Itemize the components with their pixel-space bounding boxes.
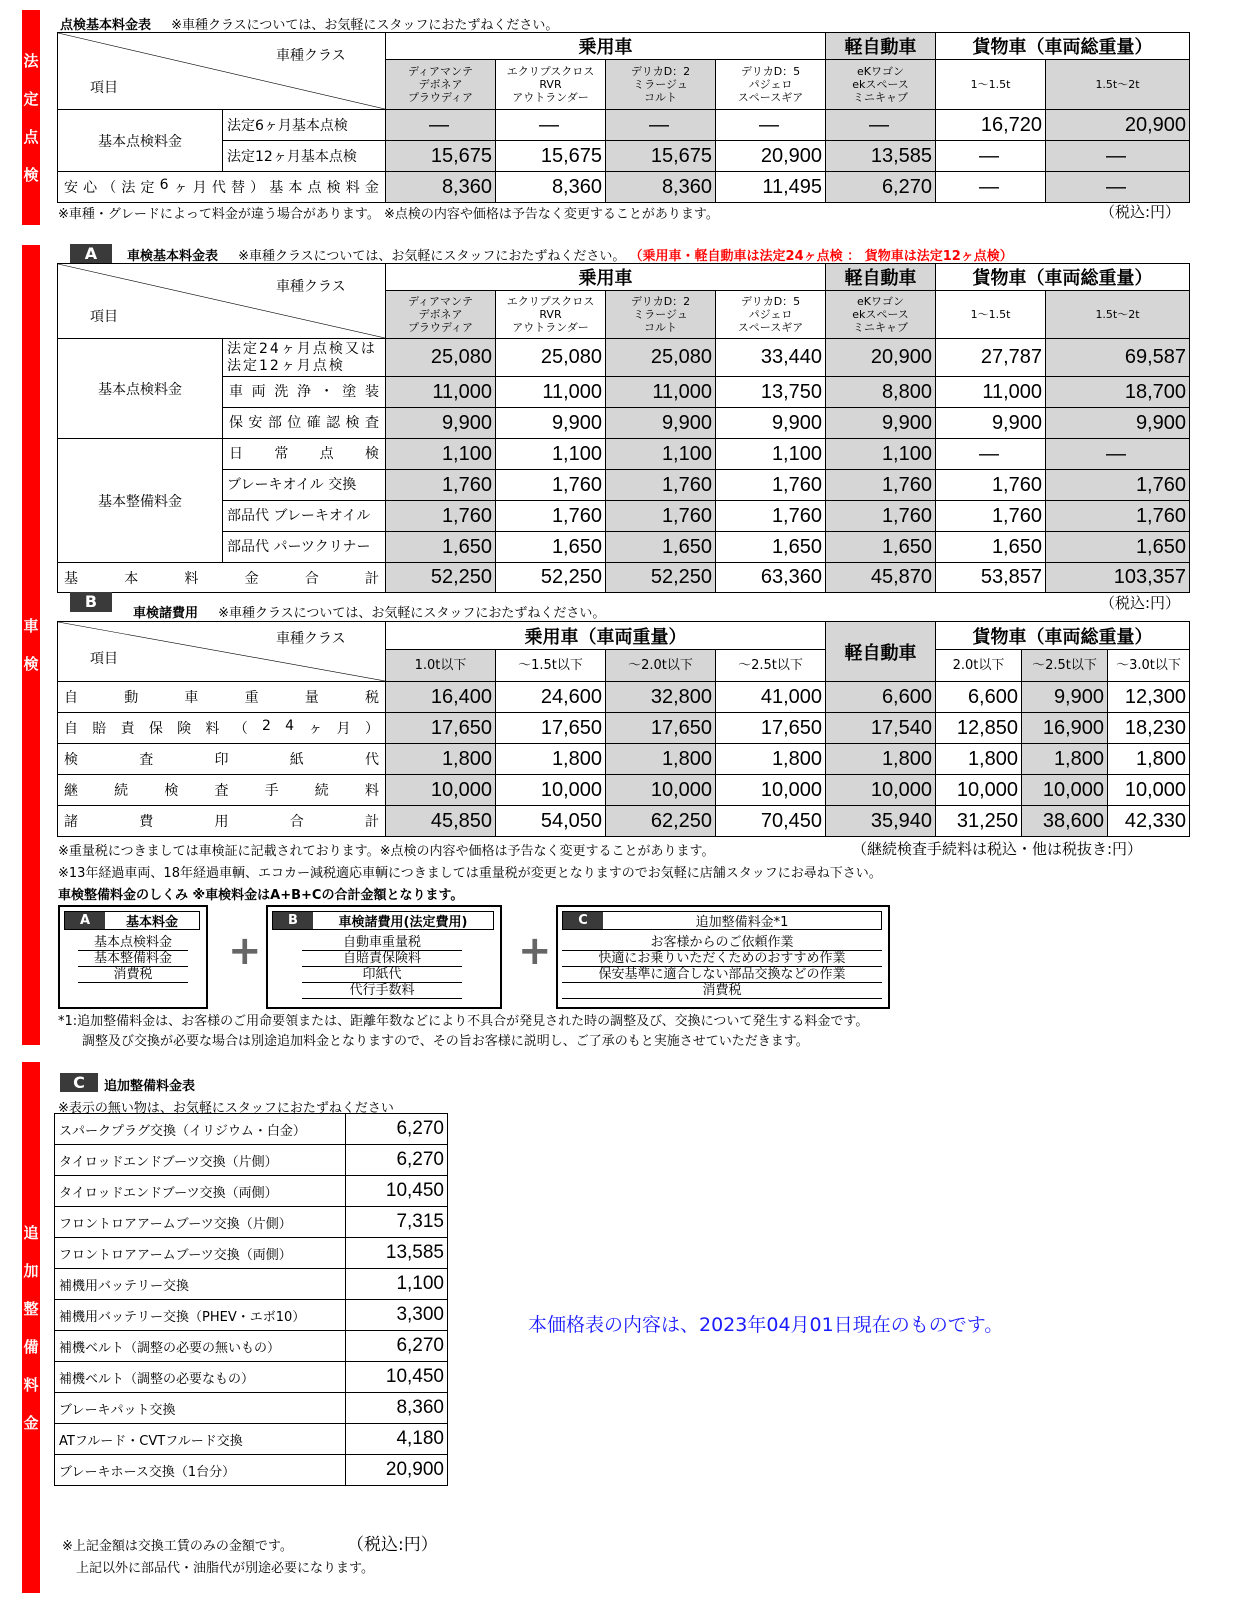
- value-cell: 20,900: [1046, 110, 1190, 141]
- box-a-item: 消費税: [78, 967, 188, 983]
- header-subclass: 1.5t〜2t: [1046, 60, 1190, 110]
- table-row: [58, 339, 1190, 377]
- table-row: [55, 1176, 448, 1207]
- total-value-cell: 63,360: [716, 563, 826, 593]
- table-row: [58, 744, 1190, 775]
- value-cell: 1,100: [606, 439, 716, 470]
- sC-badge: C: [60, 1073, 98, 1092]
- item-label: 補機用バッテリー交換: [55, 1269, 346, 1300]
- sC-footnote2: 上記以外に部品代・油脂代が別途必要になります。: [76, 1561, 374, 1576]
- table-row: [58, 501, 1190, 532]
- row-label: ブレーキオイル 交換: [223, 470, 386, 501]
- value-cell: 38,600: [1022, 806, 1108, 837]
- value-cell: 1,100: [386, 439, 496, 470]
- group-label: 基本整備料金: [58, 439, 223, 563]
- row-label: 検 査 印 紙 代: [58, 744, 386, 775]
- value-cell: 11,000: [496, 377, 606, 408]
- value-cell: 1,760: [716, 470, 826, 501]
- value-cell: 8,360: [496, 172, 606, 203]
- s1-footnote: ※車種・グレードによって料金が違う場合があります。 ※点検の内容や価格は予告なく変更することがあります。: [58, 207, 719, 222]
- value-cell: 9,900: [826, 408, 936, 439]
- sidebar-char: 加: [23, 1261, 39, 1280]
- table-row: [55, 1207, 448, 1238]
- value-cell: ―: [1046, 172, 1190, 203]
- box-a-badge: A: [65, 912, 105, 929]
- table-row: [55, 1114, 448, 1145]
- item-price: 4,180: [345, 1424, 447, 1455]
- sA-badge: A: [70, 244, 112, 264]
- value-cell: 12,300: [1108, 682, 1190, 713]
- sA-title: 車検基本料金表: [127, 249, 219, 264]
- sB-footnote1: ※重量税につきましては車検証に記載されております。※点検の内容や価格は予告なく変更することがあります。: [58, 844, 715, 859]
- value-cell: 13,750: [716, 377, 826, 408]
- sidebar-char: 車: [23, 617, 39, 635]
- header-subclass: 〜1.5t以下: [496, 650, 606, 682]
- item-label: 補機ベルト（調整の必要なもの）: [55, 1362, 346, 1393]
- value-cell: 31,250: [936, 806, 1022, 837]
- header-subclass: 〜2.5t以下: [716, 650, 826, 682]
- sC-table: [54, 1113, 448, 1486]
- header-diagonal-cell: [58, 264, 386, 339]
- box-a-item: 基本点検料金: [78, 935, 188, 951]
- value-cell: 10,000: [496, 775, 606, 806]
- structure-box-c: [556, 905, 890, 1009]
- value-cell: 15,675: [606, 141, 716, 172]
- table-row: [55, 1393, 448, 1424]
- value-cell: 11,495: [716, 172, 826, 203]
- value-cell: 32,800: [606, 682, 716, 713]
- header-passenger: 乗用車（車両重量）: [386, 622, 826, 650]
- header-kei: 軽自動車: [826, 264, 936, 291]
- sidebar-char: 定: [23, 89, 39, 108]
- table-row: [55, 1455, 448, 1486]
- table-row: [58, 713, 1190, 744]
- row-label: 保 安 部 位 確 認 検 査: [223, 408, 386, 439]
- value-cell: 1,650: [716, 532, 826, 563]
- header-subclass: 1〜1.5t: [936, 60, 1046, 110]
- box-a-item: 基本整備料金: [78, 951, 188, 967]
- box-a-header: [64, 911, 200, 930]
- plus-sign: +: [228, 928, 262, 974]
- sC-note: ※表示の無い物は、お気軽にスタッフにおたずねください: [58, 1101, 394, 1116]
- header-kei: 軽自動車: [826, 33, 936, 60]
- value-cell: 1,800: [606, 744, 716, 775]
- date-note: 本価格表の内容は、2023年04月01日現在のものです。: [528, 1314, 1004, 1336]
- header-subclass: 2.0t以下: [936, 650, 1022, 682]
- value-cell: ―: [716, 110, 826, 141]
- value-cell: 62,250: [606, 806, 716, 837]
- value-cell: 9,900: [1046, 408, 1190, 439]
- sidebar-char: 検: [23, 165, 39, 184]
- sidebar-char: 料: [23, 1375, 39, 1394]
- total-label: 基 本 料 金 合 計: [58, 563, 386, 593]
- value-cell: 9,900: [606, 408, 716, 439]
- table-row: [58, 172, 1190, 203]
- box-c-badge: C: [563, 912, 603, 929]
- header-subclass: ディアマンテ デボネア プラウディア: [386, 60, 496, 110]
- value-cell: 1,800: [386, 744, 496, 775]
- table-row: [58, 470, 1190, 501]
- s1-table: [57, 32, 1190, 203]
- item-price: 10,450: [345, 1176, 447, 1207]
- header-subclass: デリカD：2 ミラージュ コルト: [606, 291, 716, 339]
- table-row: [55, 1331, 448, 1362]
- box-b-badge: B: [273, 912, 313, 929]
- header-cargo: 貨物車（車両総重量）: [936, 33, 1190, 60]
- row-label: 法定12ヶ月基本点検: [223, 141, 386, 172]
- value-cell: 9,900: [936, 408, 1046, 439]
- value-cell: 1,650: [606, 532, 716, 563]
- s1-title: 点検基本料金表: [60, 18, 152, 33]
- value-cell: 24,600: [496, 682, 606, 713]
- row-label: 部品代 パーツクリナー: [223, 532, 386, 563]
- total-row: [58, 563, 1190, 593]
- header-cargo: 貨物車（車両総重量）: [936, 264, 1190, 291]
- header-subclass: eKワゴン ekスペース ミニキャブ: [826, 60, 936, 110]
- header-class-label: 車種クラス: [276, 48, 346, 64]
- item-price: 3,300: [345, 1300, 447, 1331]
- item-label: 補機ベルト（調整の必要の無いもの）: [55, 1331, 346, 1362]
- value-cell: 10,000: [1108, 775, 1190, 806]
- value-cell: ―: [936, 141, 1046, 172]
- group-label: 基本点検料金: [58, 110, 223, 172]
- sB-heading: [133, 602, 605, 621]
- sB-footnote1-right: （継続検査手続料は税込・他は税抜き:円）: [852, 840, 1143, 858]
- item-price: 8,360: [345, 1393, 447, 1424]
- value-cell: 1,650: [826, 532, 936, 563]
- sidebar-tsuika: [22, 1062, 40, 1593]
- sA-red-note: （乗用車・軽自動車は法定24ヶ点検 ： 貨物車は法定12ヶ点検）: [629, 249, 1013, 264]
- value-cell: 1,760: [1046, 501, 1190, 532]
- table-row: [58, 377, 1190, 408]
- header-subclass: 〜2.5t以下: [1022, 650, 1108, 682]
- value-cell: ―: [826, 110, 936, 141]
- box-c-header: [562, 911, 882, 930]
- header-subclass: 1〜1.5t: [936, 291, 1046, 339]
- value-cell: 1,650: [496, 532, 606, 563]
- value-cell: ―: [386, 110, 496, 141]
- header-subclass: デリカD：2 ミラージュ コルト: [606, 60, 716, 110]
- item-label: フロントロアアームブーツ交換（両側）: [55, 1238, 346, 1269]
- box-c-item: 消費税: [562, 983, 882, 999]
- table-row: [58, 532, 1190, 563]
- header-subclass: エクリプスクロス RVR アウトランダー: [496, 60, 606, 110]
- box-b-item: 自動車重量税: [302, 935, 462, 951]
- value-cell: 10,000: [826, 775, 936, 806]
- sB-title: 車検諸費用: [133, 606, 199, 621]
- value-cell: 42,330: [1108, 806, 1190, 837]
- item-price: 6,270: [345, 1114, 447, 1145]
- item-price: 6,270: [345, 1145, 447, 1176]
- table-row: [55, 1424, 448, 1455]
- value-cell: 8,360: [606, 172, 716, 203]
- item-label: フロントロアアームブーツ交換（片側）: [55, 1207, 346, 1238]
- value-cell: 1,760: [936, 501, 1046, 532]
- value-cell: 1,760: [496, 501, 606, 532]
- value-cell: 1,760: [936, 470, 1046, 501]
- sB-badge: B: [70, 592, 112, 612]
- box-a-title: 基本料金: [125, 915, 178, 930]
- header-subclass: 〜2.0t以下: [606, 650, 716, 682]
- header-passenger: 乗用車: [386, 33, 826, 60]
- box-c-item: お客様からのご依頼作業: [562, 935, 882, 951]
- value-cell: 1,800: [496, 744, 606, 775]
- value-cell: 1,760: [826, 470, 936, 501]
- value-cell: 9,900: [496, 408, 606, 439]
- value-cell: ―: [936, 439, 1046, 470]
- value-cell: 1,800: [1108, 744, 1190, 775]
- item-label: スパークプラグ交換（イリジウム・白金）: [55, 1114, 346, 1145]
- value-cell: 25,080: [386, 339, 496, 377]
- value-cell: 1,760: [606, 470, 716, 501]
- sidebar-char: 備: [23, 1337, 39, 1356]
- value-cell: ―: [1046, 141, 1190, 172]
- item-label: タイロッドエンドブーツ交換（片側）: [55, 1145, 346, 1176]
- value-cell: 54,050: [496, 806, 606, 837]
- row-label: 諸 費 用 合 計: [58, 806, 386, 837]
- row-label: 部品代 ブレーキオイル: [223, 501, 386, 532]
- header-item-label: 項目: [90, 651, 118, 667]
- item-label: タイロッドエンドブーツ交換（両側）: [55, 1176, 346, 1207]
- total-value-cell: 53,857: [936, 563, 1046, 593]
- value-cell: 9,900: [386, 408, 496, 439]
- table-row: [58, 439, 1190, 470]
- value-cell: ―: [606, 110, 716, 141]
- structure-box-a: [58, 905, 208, 1009]
- row-label: 継 続 検 査 手 続 料: [58, 775, 386, 806]
- value-cell: 8,800: [826, 377, 936, 408]
- value-cell: 17,650: [386, 713, 496, 744]
- sidebar-char: 点: [23, 127, 39, 146]
- header-subclass: eKワゴン ekスペース ミニキャブ: [826, 291, 936, 339]
- value-cell: 1,760: [606, 501, 716, 532]
- sB-note: ※車種クラスについては、お気軽にスタッフにおたずねください。: [218, 606, 606, 621]
- value-cell: 1,800: [826, 744, 936, 775]
- row-label: 法定24ヶ月点検又は 法定12ヶ月点検: [223, 339, 386, 377]
- value-cell: 10,000: [936, 775, 1022, 806]
- value-cell: ―: [936, 172, 1046, 203]
- value-cell: 10,000: [1022, 775, 1108, 806]
- value-cell: 1,760: [716, 501, 826, 532]
- header-diagonal-cell: [58, 33, 386, 110]
- value-cell: 1,760: [1046, 470, 1190, 501]
- sidebar-char: 追: [23, 1223, 39, 1242]
- value-cell: 1,650: [386, 532, 496, 563]
- value-cell: 11,000: [936, 377, 1046, 408]
- value-cell: 1,800: [936, 744, 1022, 775]
- value-cell: 10,000: [716, 775, 826, 806]
- header-class-label: 車種クラス: [276, 279, 346, 295]
- value-cell: 1,800: [716, 744, 826, 775]
- table-row: [58, 408, 1190, 439]
- value-cell: 41,000: [716, 682, 826, 713]
- value-cell: 16,400: [386, 682, 496, 713]
- box-c-item: 快適にお乗りいただくためのおすすめ作業: [562, 951, 882, 967]
- sidebar-shaken: [22, 245, 40, 1045]
- table-row: [55, 1300, 448, 1331]
- row-label: 自 動 車 重 量 税: [58, 682, 386, 713]
- value-cell: ―: [496, 110, 606, 141]
- item-price: 13,585: [345, 1238, 447, 1269]
- value-cell: 10,000: [606, 775, 716, 806]
- sA-table: [57, 263, 1190, 593]
- value-cell: 18,700: [1046, 377, 1190, 408]
- value-cell: 16,720: [936, 110, 1046, 141]
- header-class-label: 車種クラス: [276, 631, 346, 647]
- value-cell: 17,650: [716, 713, 826, 744]
- value-cell: 18,230: [1108, 713, 1190, 744]
- item-price: 10,450: [345, 1362, 447, 1393]
- value-cell: 33,440: [716, 339, 826, 377]
- row-label: 日 常 点 検: [223, 439, 386, 470]
- item-label: ブレーキパット交換: [55, 1393, 346, 1424]
- header-subclass: ディアマンテ デボネア プラウディア: [386, 291, 496, 339]
- value-cell: 15,675: [496, 141, 606, 172]
- value-cell: 25,080: [606, 339, 716, 377]
- value-cell: 1,760: [826, 501, 936, 532]
- table-row: [58, 141, 1190, 172]
- value-cell: ―: [1046, 439, 1190, 470]
- value-cell: 9,900: [1022, 682, 1108, 713]
- box-b-item: 印紙代: [302, 967, 462, 983]
- value-cell: 10,000: [386, 775, 496, 806]
- header-subclass: エクリプスクロス RVR アウトランダー: [496, 291, 606, 339]
- table-row: [55, 1145, 448, 1176]
- s1-heading: [60, 14, 558, 33]
- structure-box-b: [266, 905, 502, 1009]
- box-b-item: 自賠責保険料: [302, 951, 462, 967]
- header-subclass: 1.5t〜2t: [1046, 291, 1190, 339]
- sA-note: ※車種クラスについては、お気軽にスタッフにおたずねください。: [238, 249, 626, 264]
- header-item-label: 項目: [90, 309, 118, 325]
- table-row: [58, 682, 1190, 713]
- value-cell: 69,587: [1046, 339, 1190, 377]
- item-label: 補機用バッテリー交換（PHEV・エボ10）: [55, 1300, 346, 1331]
- sC-footnote1: ※上記金額は交換工賃のみの金額です。: [62, 1539, 293, 1554]
- header-cargo: 貨物車（車両総重量）: [936, 622, 1190, 650]
- row-label: 車 両 洗 浄 ・ 塗 装: [223, 377, 386, 408]
- sidebar-hotei: [22, 10, 40, 225]
- value-cell: 17,650: [496, 713, 606, 744]
- box-b-title: 車検諸費用(法定費用): [338, 915, 468, 930]
- structure-note1: *1:追加整備料金は、お客様のご用命要領または、距離年数などにより不具合が発見された時の調整及び、交換について発生する料金です。: [58, 1014, 869, 1029]
- value-cell: 1,100: [716, 439, 826, 470]
- value-cell: 35,940: [826, 806, 936, 837]
- sB-table: [57, 621, 1190, 837]
- row-label: 法定6ヶ月基本点検: [223, 110, 386, 141]
- value-cell: 6,270: [826, 172, 936, 203]
- value-cell: 1,800: [1022, 744, 1108, 775]
- box-b-item: 代行手数料: [302, 983, 462, 999]
- item-label: ブレーキホース交換（1台分）: [55, 1455, 346, 1486]
- sC-tax: （税込:円）: [347, 1535, 438, 1555]
- box-b-header: [272, 911, 494, 930]
- value-cell: 1,760: [386, 470, 496, 501]
- header-subclass: 〜3.0t以下: [1108, 650, 1190, 682]
- sidebar-char: 整: [23, 1299, 39, 1318]
- sB-tax: （税込:円）: [1100, 594, 1181, 612]
- sidebar-char: 金: [23, 1413, 39, 1432]
- value-cell: 16,900: [1022, 713, 1108, 744]
- header-subclass: 1.0t以下: [386, 650, 496, 682]
- value-cell: 12,850: [936, 713, 1022, 744]
- sidebar-char: 法: [23, 51, 39, 70]
- value-cell: 11,000: [606, 377, 716, 408]
- value-cell: 6,600: [936, 682, 1022, 713]
- plus-sign: +: [518, 928, 552, 974]
- structure-note2: 調整及び交換が必要な場合は別途追加料金となりますので、その旨お客様に説明し、ご了承のもと実施させていただきます。: [82, 1034, 809, 1049]
- value-cell: 15,675: [386, 141, 496, 172]
- total-value-cell: 45,870: [826, 563, 936, 593]
- header-diagonal-cell: [58, 622, 386, 682]
- value-cell: 1,100: [496, 439, 606, 470]
- value-cell: 8,360: [386, 172, 496, 203]
- total-value-cell: 52,250: [606, 563, 716, 593]
- value-cell: 17,650: [606, 713, 716, 744]
- sB-footnote2: ※13年経過車両、18年経過車輌、エコカー減税適応車輌につきましては重量税が変更となりますのでお気軽に店舗スタッフにお尋ね下さい。: [58, 866, 882, 881]
- box-c-item: 保安基準に適合しない部品交換などの作業: [562, 967, 882, 983]
- value-cell: 1,100: [826, 439, 936, 470]
- sidebar-char: 検: [23, 655, 39, 673]
- value-cell: 11,000: [386, 377, 496, 408]
- value-cell: 1,650: [936, 532, 1046, 563]
- sA-heading: [127, 245, 1013, 264]
- value-cell: 70,450: [716, 806, 826, 837]
- row-label: 安 心 （ 法 定 6 ヶ 月 代 替 ） 基 本 点 検 料 金: [58, 172, 386, 203]
- item-price: 6,270: [345, 1331, 447, 1362]
- value-cell: 1,760: [496, 470, 606, 501]
- value-cell: 20,900: [716, 141, 826, 172]
- header-subclass: デリカD：5 パジェロ スペースギア: [716, 291, 826, 339]
- item-price: 20,900: [345, 1455, 447, 1486]
- sC-title: 追加整備料金表: [104, 1079, 196, 1094]
- total-value-cell: 103,357: [1046, 563, 1190, 593]
- value-cell: 17,540: [826, 713, 936, 744]
- value-cell: 25,080: [496, 339, 606, 377]
- table-row: [55, 1362, 448, 1393]
- structure-title: 車検整備料金のしくみ ※車検料金はA+B+Cの合計金額となります。: [58, 888, 464, 903]
- value-cell: 6,600: [826, 682, 936, 713]
- value-cell: 9,900: [716, 408, 826, 439]
- header-passenger: 乗用車: [386, 264, 826, 291]
- item-label: ATフルード・CVTフルード交換: [55, 1424, 346, 1455]
- header-kei: 軽自動車: [826, 622, 936, 682]
- value-cell: 1,760: [386, 501, 496, 532]
- table-row: [55, 1269, 448, 1300]
- value-cell: 27,787: [936, 339, 1046, 377]
- value-cell: 20,900: [826, 339, 936, 377]
- header-item-label: 項目: [90, 80, 118, 96]
- table-row: [55, 1238, 448, 1269]
- total-value-cell: 52,250: [386, 563, 496, 593]
- table-row: [58, 806, 1190, 837]
- table-row: [58, 775, 1190, 806]
- item-price: 1,100: [345, 1269, 447, 1300]
- s1-tax: （税込:円）: [1100, 203, 1181, 221]
- value-cell: 13,585: [826, 141, 936, 172]
- header-subclass: デリカD：5 パジェロ スペースギア: [716, 60, 826, 110]
- box-c-title: 追加整備料金*1: [695, 915, 789, 930]
- item-price: 7,315: [345, 1207, 447, 1238]
- group-label: 基本点検料金: [58, 339, 223, 439]
- row-label: 自 賠 責 保 険 料 （ 2 4 ヶ 月 ）: [58, 713, 386, 744]
- table-row: [58, 110, 1190, 141]
- total-value-cell: 52,250: [496, 563, 606, 593]
- value-cell: 45,850: [386, 806, 496, 837]
- s1-note: ※車種クラスについては、お気軽にスタッフにおたずねください。: [171, 18, 559, 33]
- value-cell: 1,650: [1046, 532, 1190, 563]
